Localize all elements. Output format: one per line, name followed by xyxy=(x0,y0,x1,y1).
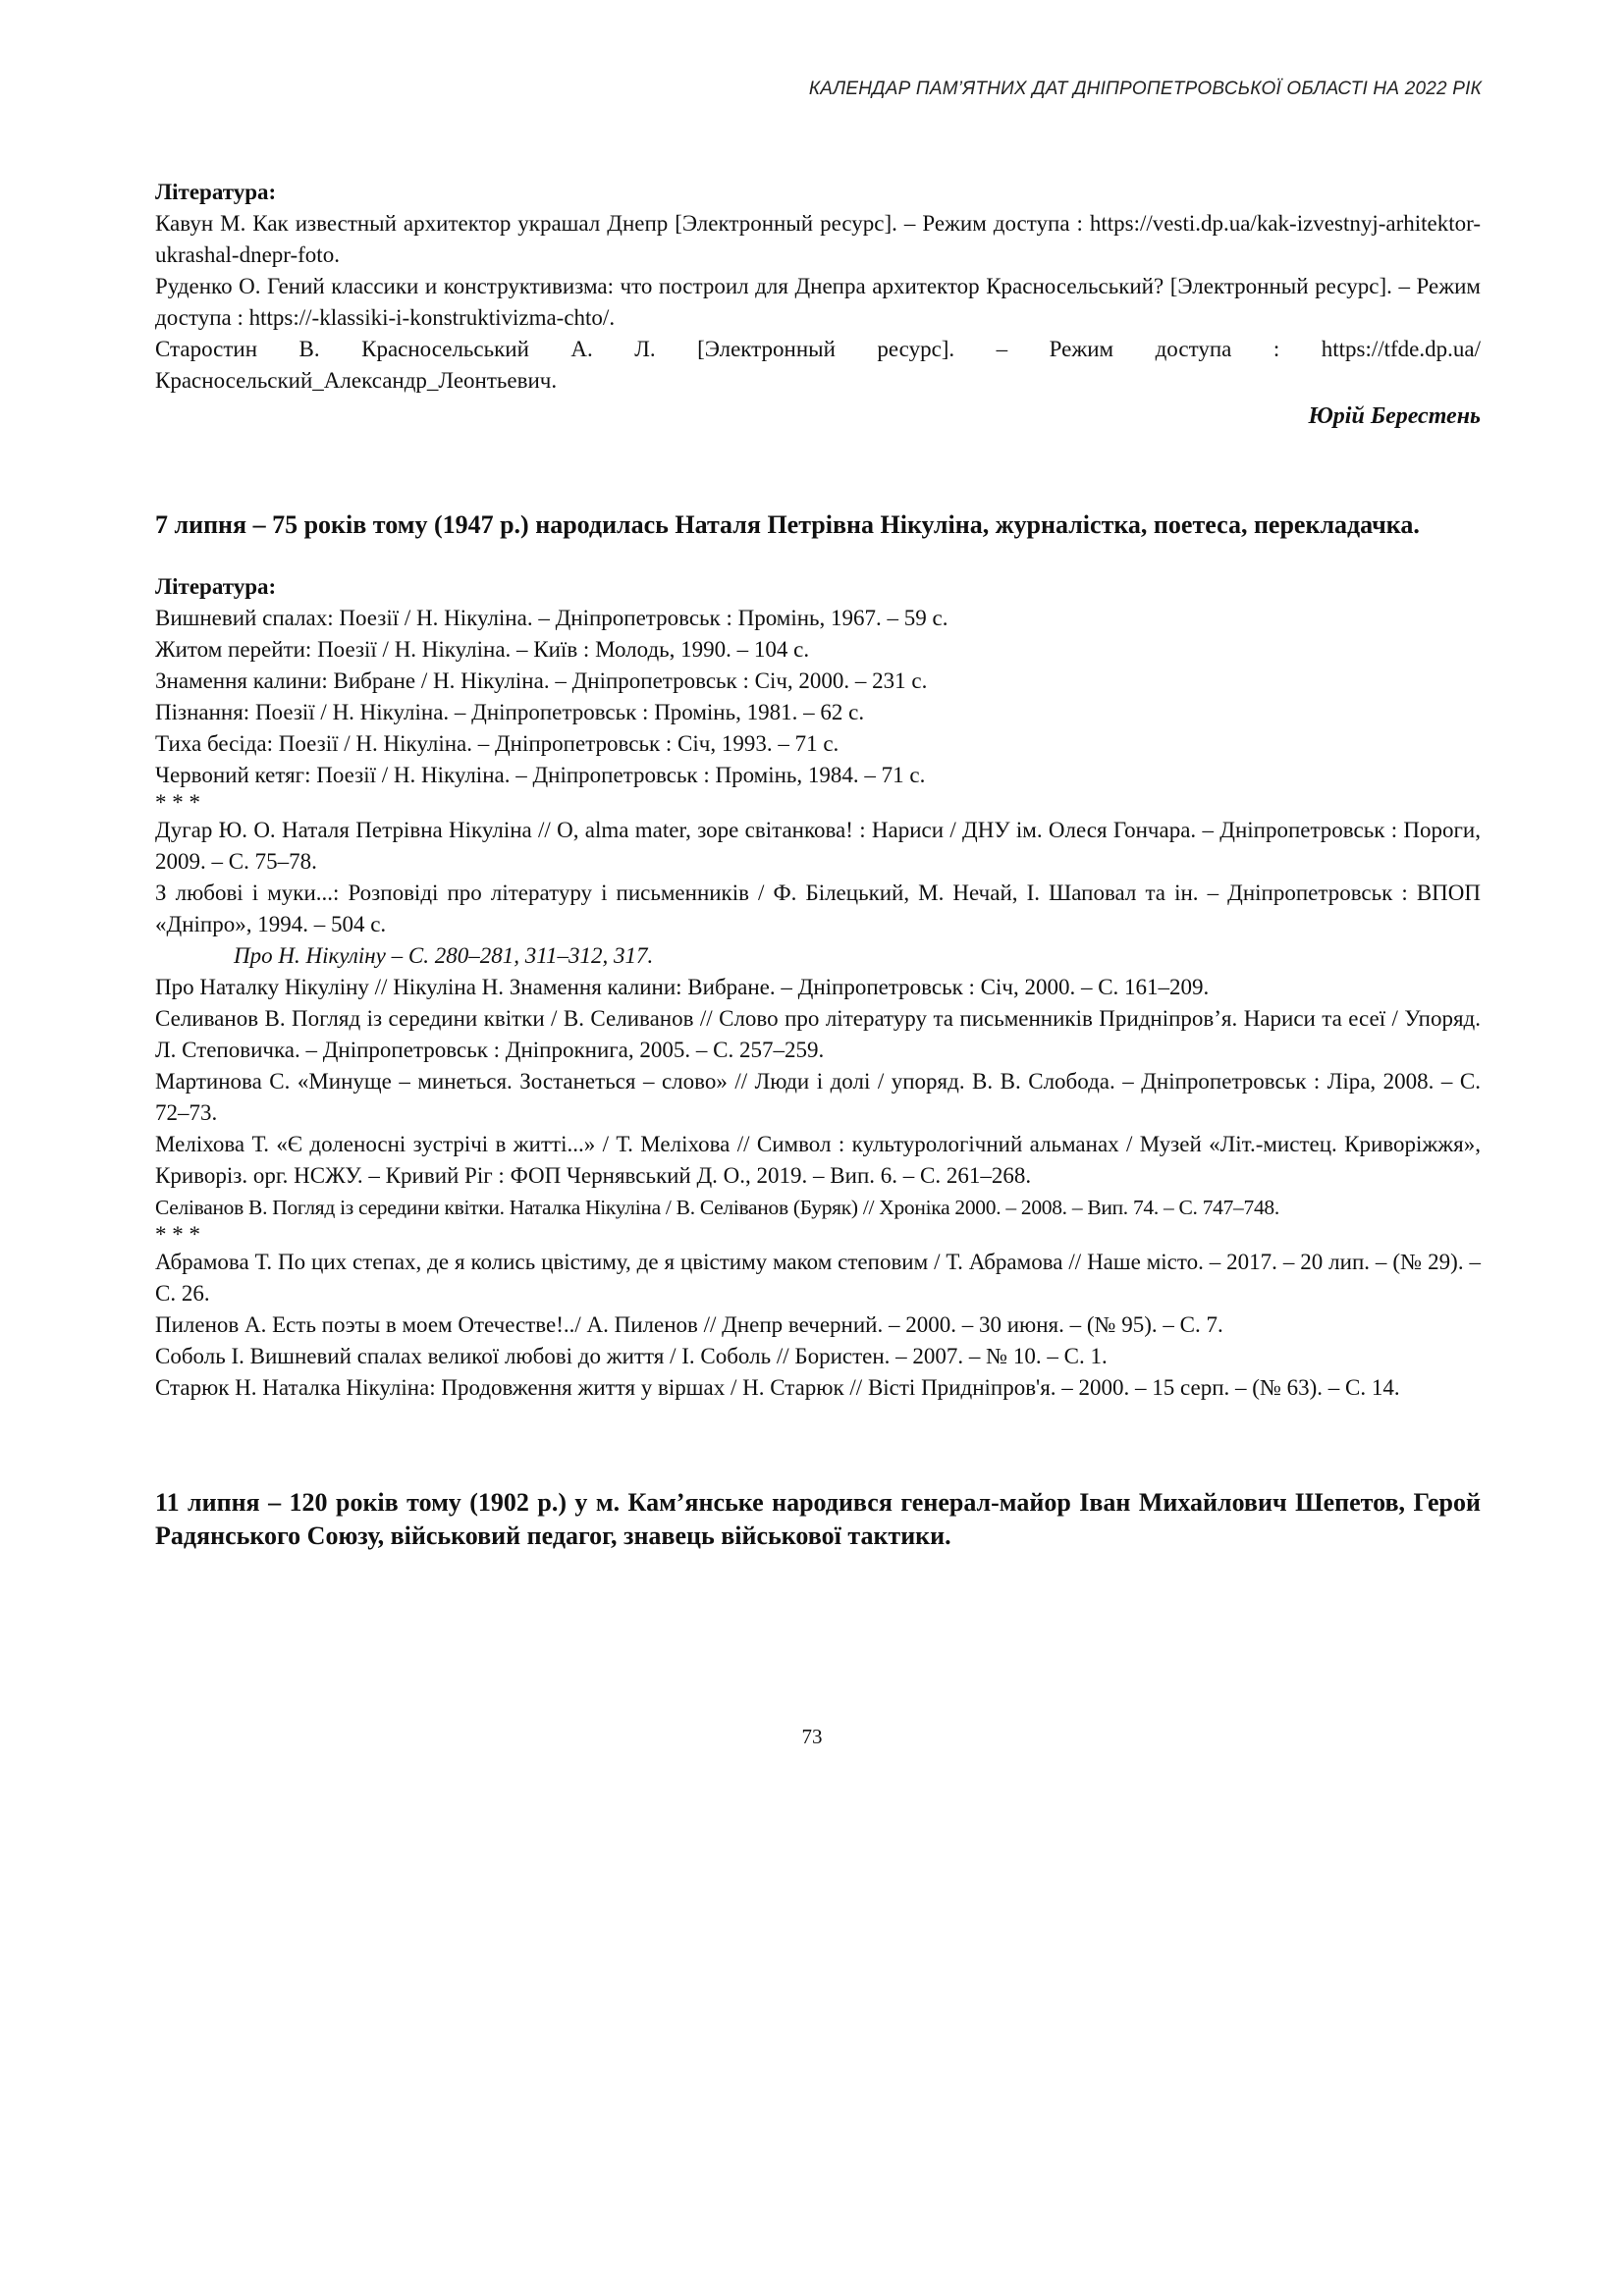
periodical-item: Пиленов А. Есть поэты в моем Отечестве!../ А. Пиленов // Днепр вечерний. – 2000. – 30 июня. – (№ 95). – С. 7. xyxy=(155,1312,1223,1337)
periodical-item: Абрамова Т. По цих степах, де я колись цвістиму, де я цвістиму маком степовим / Т. Абрамова // Наше місто. – 2017. – 20 лип. – (№ 29). – С. 26. xyxy=(155,1250,1481,1306)
reference-item: Старостин В. Красносельський А. Л. [Электронный ресурс]. – Режим доступа : https://tfde.dp.ua/Красносельский_Александр_Леонтьевич. xyxy=(155,337,1481,393)
event-heading: 11 липня – 120 років тому (1902 р.) у м. Кам’янське народився генерал-майор Іван Михайлович Шепетов, Герой Радянського Союзу, військовий педагог, знавець військової тактики. xyxy=(155,1488,1481,1550)
running-header: КАЛЕНДАР ПАМ’ЯТНИХ ДАТ ДНІПРОПЕТРОВСЬКОЇ ОБЛАСТІ НА 2022 РІК xyxy=(808,79,1482,99)
work-item: Тиха бесіда: Поезії / Н. Нікуліна. – Дніпропетровськ : Січ, 1993. – 71 с. xyxy=(155,731,839,756)
about-note: Про Н. Нікуліну – С. 280–281, 311–312, 317. xyxy=(234,943,654,968)
periodical-item: Старюк Н. Наталка Нікуліна: Продовження життя у віршах / Н. Старюк // Вісті Придніпров'я. – 2000. – 15 серп. – (№ 63). – С. 14. xyxy=(155,1375,1400,1400)
about-item: Селіванов В. Погляд із середини квітки. Наталка Нікуліна / В. Селіванов (Буряк) // Хроніка 2000. – 2008. – Вип. 74. – С. 747–748. xyxy=(155,1196,1279,1219)
work-item: Пізнання: Поезії / Н. Нікуліна. – Дніпропетровськ : Промінь, 1981. – 62 с. xyxy=(155,700,865,724)
separator-stars: * * * xyxy=(155,790,200,815)
section-krasnoselsky-literature xyxy=(155,177,1481,432)
about-item: Меліхова Т. «Є доленосні зустрічі в житті...» / Т. Меліхова // Символ : культурологічний альманах / Музей «Літ.-мистец. Криворіжжя», Криворіз. орг. НСЖУ. – Кривий Ріг : ФОП Чернявський Д. О., 2019. – Вип. 6. – С. 261–268. xyxy=(155,1132,1481,1188)
work-item: Червоний кетяг: Поезії / Н. Нікуліна. – Дніпропетровськ : Промінь, 1984. – 71 с. xyxy=(155,763,926,787)
event-heading: 7 липня – 75 років тому (1947 р.) народилась Наталя Петрівна Нікуліна, журналістка, поетеса, перекладачка. xyxy=(155,510,1420,539)
work-item: Житом перейти: Поезії / Н. Нікуліна. – Київ : Молодь, 1990. – 104 с. xyxy=(155,637,810,662)
page-content xyxy=(155,177,1481,1553)
about-item: Селиванов В. Погляд із середини квітки / В. Селиванов // Слово про літературу та письменників Придніпров’я. Нариси та есеї / Упоряд. Л. Степовичка. – Дніпропетровськ : Дніпрокнига, 2005. – С. 257–259. xyxy=(155,1006,1481,1062)
about-item: Мартинова С. «Минуще – минеться. Зостанеться – слово» // Люди і долі / упоряд. В. В. Слобода. – Дніпропетровськ : Ліра, 2008. – С. 72–73. xyxy=(155,1069,1481,1125)
work-item: Вишневий спалах: Поезії / Н. Нікуліна. – Дніпропетровськ : Промінь, 1967. – 59 с. xyxy=(155,606,948,630)
literature-heading: Література: xyxy=(155,180,277,204)
section-shepetov xyxy=(155,1486,1481,1553)
page-number: 73 xyxy=(801,1725,823,1748)
section-nikulina xyxy=(155,508,1481,1404)
separator-stars: * * * xyxy=(155,1222,200,1247)
reference-item: Руденко О. Гений классики и конструктивизма: что построил для Днепра архитектор Красносельський? [Электронный ресурс]. – Режим доступа : https://-klassiki-i-konstruktivizma-chto/. xyxy=(155,274,1481,330)
reference-item: Кавун М. Как известный архитектор украшал Днепр [Электронный ресурс]. – Режим доступа : https://vesti.dp.ua/kak-izvestnyj-arhitektor-ukrashal-dnepr-foto. xyxy=(155,211,1481,267)
about-item: Дугар Ю. О. Наталя Петрівна Нікуліна // О, alma mater, зоре світанкова! : Нариси / ДНУ ім. Олеся Гончара. – Дніпропетровськ : Пороги, 2009. – С. 75–78. xyxy=(155,818,1481,874)
periodical-item: Соболь І. Вишневий спалах великої любові до життя / І. Соболь // Бористен. – 2007. – № 10. – С. 1. xyxy=(155,1344,1108,1368)
about-item: З любові і муки...: Розповіді про літературу і письменників / Ф. Білецький, М. Нечай, І. Шаповал та ін. – Дніпропетровськ : ВПОП «Дніпро», 1994. – 504 с. xyxy=(155,881,1481,936)
literature-heading: Література: xyxy=(155,574,277,599)
author-signature: Юрій Берестень xyxy=(1308,403,1481,429)
about-item: Про Наталку Нікуліну // Нікуліна Н. Знамення калини: Вибране. – Дніпропетровськ : Січ, 2000. – С. 161–209. xyxy=(155,975,1210,999)
work-item: Знамення калини: Вибране / Н. Нікуліна. – Дніпропетровськ : Січ, 2000. – 231 с. xyxy=(155,668,928,693)
